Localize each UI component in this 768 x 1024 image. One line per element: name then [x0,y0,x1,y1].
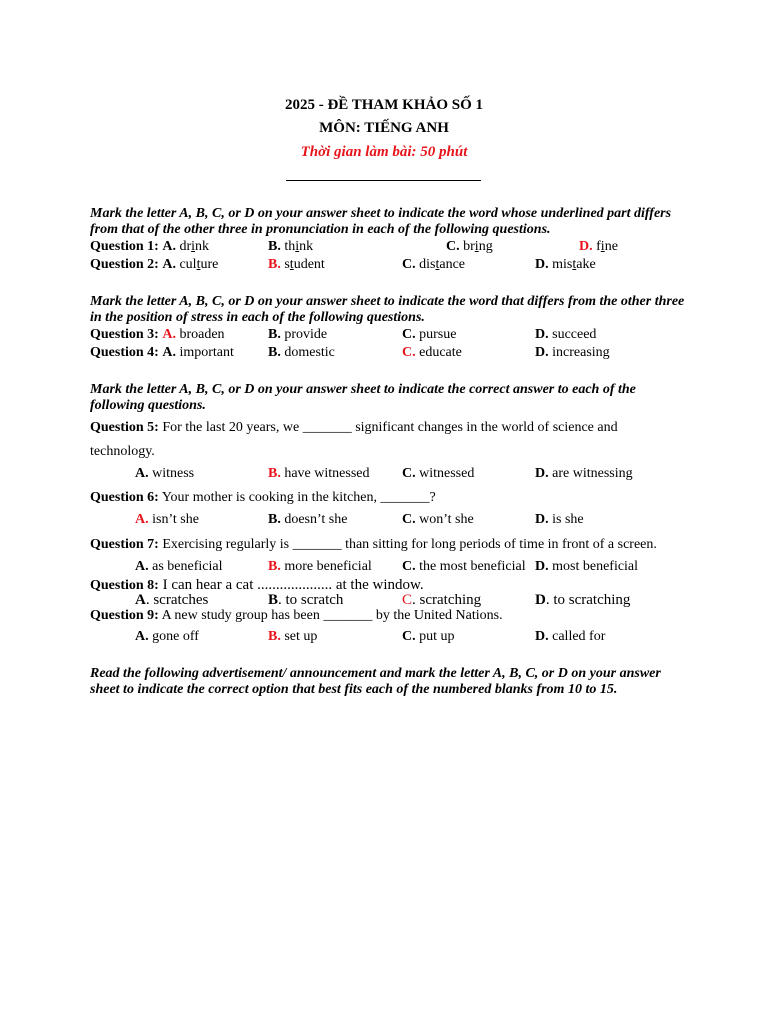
option-letter-answer: C [402,592,413,608]
option-letter: A. [135,466,149,481]
option-letter: A. [135,559,149,574]
option-letter: B. [268,512,281,527]
question-2-option-d[interactable] [535,256,596,274]
option-letter: B. [268,345,281,360]
option-text: pursue [419,327,457,342]
question-6-options [90,511,690,529]
question-1-row [90,238,690,256]
question-6-stem [90,486,650,510]
option-text: . scratching [412,592,482,608]
option-letter: B. [268,327,281,342]
option-letter: D. [535,629,549,644]
question-6-option-c[interactable] [402,511,474,529]
option-text: doesn’t she [284,512,348,527]
question-9-option-c[interactable] [402,628,455,646]
question-1-label: Question 1: [90,239,159,254]
question-7-option-c[interactable] [402,558,526,576]
option-text: broaden [179,327,225,342]
option-letter: A. [162,257,176,272]
title-divider [286,180,481,181]
option-text: . to scratching [545,592,631,608]
option-text: culture [179,257,219,272]
exam-subject: MÔN: TIẾNG ANH [319,120,449,136]
option-letter: D. [535,559,549,574]
question-7-stem [90,533,690,557]
section-4-instructions: Read the following advertisement/ announcement and mark the letter A, B, C, or D on your answer sheet to indicate the correct option that best fits each of the numbered blanks from 10 to 15. [90,666,661,697]
question-2-option-a[interactable] [90,256,218,274]
option-text: most beneficial [552,559,639,574]
question-1-option-b[interactable] [268,238,313,256]
question-3-option-a[interactable] [90,326,225,344]
option-letter: B. [268,239,281,254]
question-9-options [90,628,690,646]
question-9-stem [90,607,690,625]
question-7-text: Exercising regularly is _______ than sitting for long periods of time in front of a screen. [162,537,657,552]
question-2-row [90,256,690,274]
question-9-text: A new study group has been _______ by the United Nations. [161,608,503,623]
option-text: is she [552,512,584,527]
question-3-option-d[interactable] [535,326,596,344]
question-4-option-b[interactable] [268,344,335,362]
option-letter-answer: D. [579,239,593,254]
question-5-text: For the last 20 years, we _______ significant changes in the world of science and technology. [90,420,618,459]
option-text: educate [419,345,462,360]
question-2-label: Question 2: [90,257,159,272]
question-2-option-c[interactable] [402,256,465,274]
question-1-option-d[interactable] [579,238,618,256]
question-5-label: Question 5: [90,420,159,435]
option-letter: D. [535,512,549,527]
question-7-option-b[interactable] [268,558,372,576]
option-text: as beneficial [152,559,223,574]
option-letter: A [135,592,146,608]
section-1-instructions: Mark the letter A, B, C, or D on your answer sheet to indicate the word whose underlined part differs from that of the other three in pronunciation in each of the following questions. [90,206,672,237]
question-9-option-b[interactable] [268,628,317,646]
option-text: . scratches [145,592,209,608]
question-7-option-a[interactable] [135,558,222,576]
question-9-option-d[interactable] [535,628,605,646]
question-6-option-b[interactable] [268,511,347,529]
option-text: set up [284,629,318,644]
option-letter: C. [402,629,416,644]
option-text: won’t she [419,512,474,527]
question-5-option-a[interactable] [135,465,194,483]
option-letter: A. [135,629,149,644]
option-text: mistake [552,257,596,272]
question-6-option-a[interactable] [135,511,199,529]
question-5-stem [90,416,650,464]
option-letter: D. [535,466,549,481]
option-text: called for [552,629,606,644]
option-letter: C. [402,512,416,527]
option-text: increasing [552,345,610,360]
option-text: drink [179,239,210,254]
question-5-option-c[interactable] [402,465,474,483]
option-text: succeed [552,327,597,342]
option-letter: D. [535,345,549,360]
option-text: think [284,239,314,254]
option-letter: B [268,592,279,608]
question-3-option-c[interactable] [402,326,456,344]
option-letter: D [535,592,546,608]
option-letter: C. [446,239,460,254]
option-letter-answer: A. [135,512,149,527]
question-2-option-b[interactable] [268,256,325,274]
question-9-stem-line [90,607,503,625]
question-5-options [90,465,690,483]
question-7-options [90,558,690,576]
option-letter-answer: A. [162,327,176,342]
option-text: gone off [152,629,199,644]
option-text: provide [284,327,328,342]
question-3-row [90,326,690,344]
exam-time: Thời gian làm bài: 50 phút [300,144,468,160]
question-5-option-b[interactable] [268,465,370,483]
option-letter: C. [402,559,416,574]
exam-title: 2025 - ĐỀ THAM KHẢO SỐ 1 [284,97,484,113]
option-text: important [179,345,234,360]
question-6-label: Question 6: [90,490,159,505]
option-text: bring [463,239,493,254]
option-text: distance [419,257,466,272]
option-text: witness [152,466,195,481]
option-letter: A. [162,239,176,254]
question-6-option-d[interactable] [535,511,584,529]
question-4-row [90,344,690,362]
option-letter: A. [162,345,176,360]
option-letter: D. [535,257,549,272]
option-letter: D. [535,327,549,342]
option-text: have witnessed [284,466,370,481]
option-text: student [284,257,325,272]
question-1-option-c[interactable] [446,238,493,256]
option-letter-answer: C. [402,345,416,360]
question-4-label: Question 4: [90,345,159,360]
question-8-text: I can hear a cat .................... at the window. [162,577,424,593]
option-letter: C. [402,257,416,272]
question-9-option-a[interactable] [135,628,199,646]
question-4-option-a[interactable] [90,344,234,362]
option-text: witnessed [419,466,475,481]
option-letter: C. [402,466,416,481]
option-text: fine [596,239,618,254]
question-3-option-b[interactable] [268,326,327,344]
option-letter-answer: B. [268,257,281,272]
option-text: the most beneficial [419,559,526,574]
option-text: domestic [284,345,335,360]
option-letter: C. [402,327,416,342]
option-letter-answer: B. [268,466,281,481]
section-2-instructions: Mark the letter A, B, C, or D on your answer sheet to indicate the word that differs from the other three in the position of stress in each of the following questions. [90,294,685,325]
question-4-option-c[interactable] [402,344,462,362]
question-7-option-d[interactable] [535,558,638,576]
question-7-label: Question 7: [90,537,159,552]
question-8-label: Question 8: [90,578,159,593]
option-letter-answer: B. [268,559,281,574]
question-5-option-d[interactable] [535,465,633,483]
section-3-instructions: Mark the letter A, B, C, or D on your answer sheet to indicate the correct answer to each of the following questions. [90,382,636,413]
option-text: put up [419,629,455,644]
option-text: are witnessing [552,466,633,481]
question-9-label: Question 9: [90,608,159,623]
option-text: more beneficial [284,559,372,574]
question-4-option-d[interactable] [535,344,610,362]
option-text: . to scratch [278,592,344,608]
option-text: isn’t she [152,512,199,527]
question-1-option-a[interactable] [90,238,209,256]
question-6-text: Your mother is cooking in the kitchen, _______? [161,490,436,505]
option-letter-answer: B. [268,629,281,644]
question-3-label: Question 3: [90,327,159,342]
